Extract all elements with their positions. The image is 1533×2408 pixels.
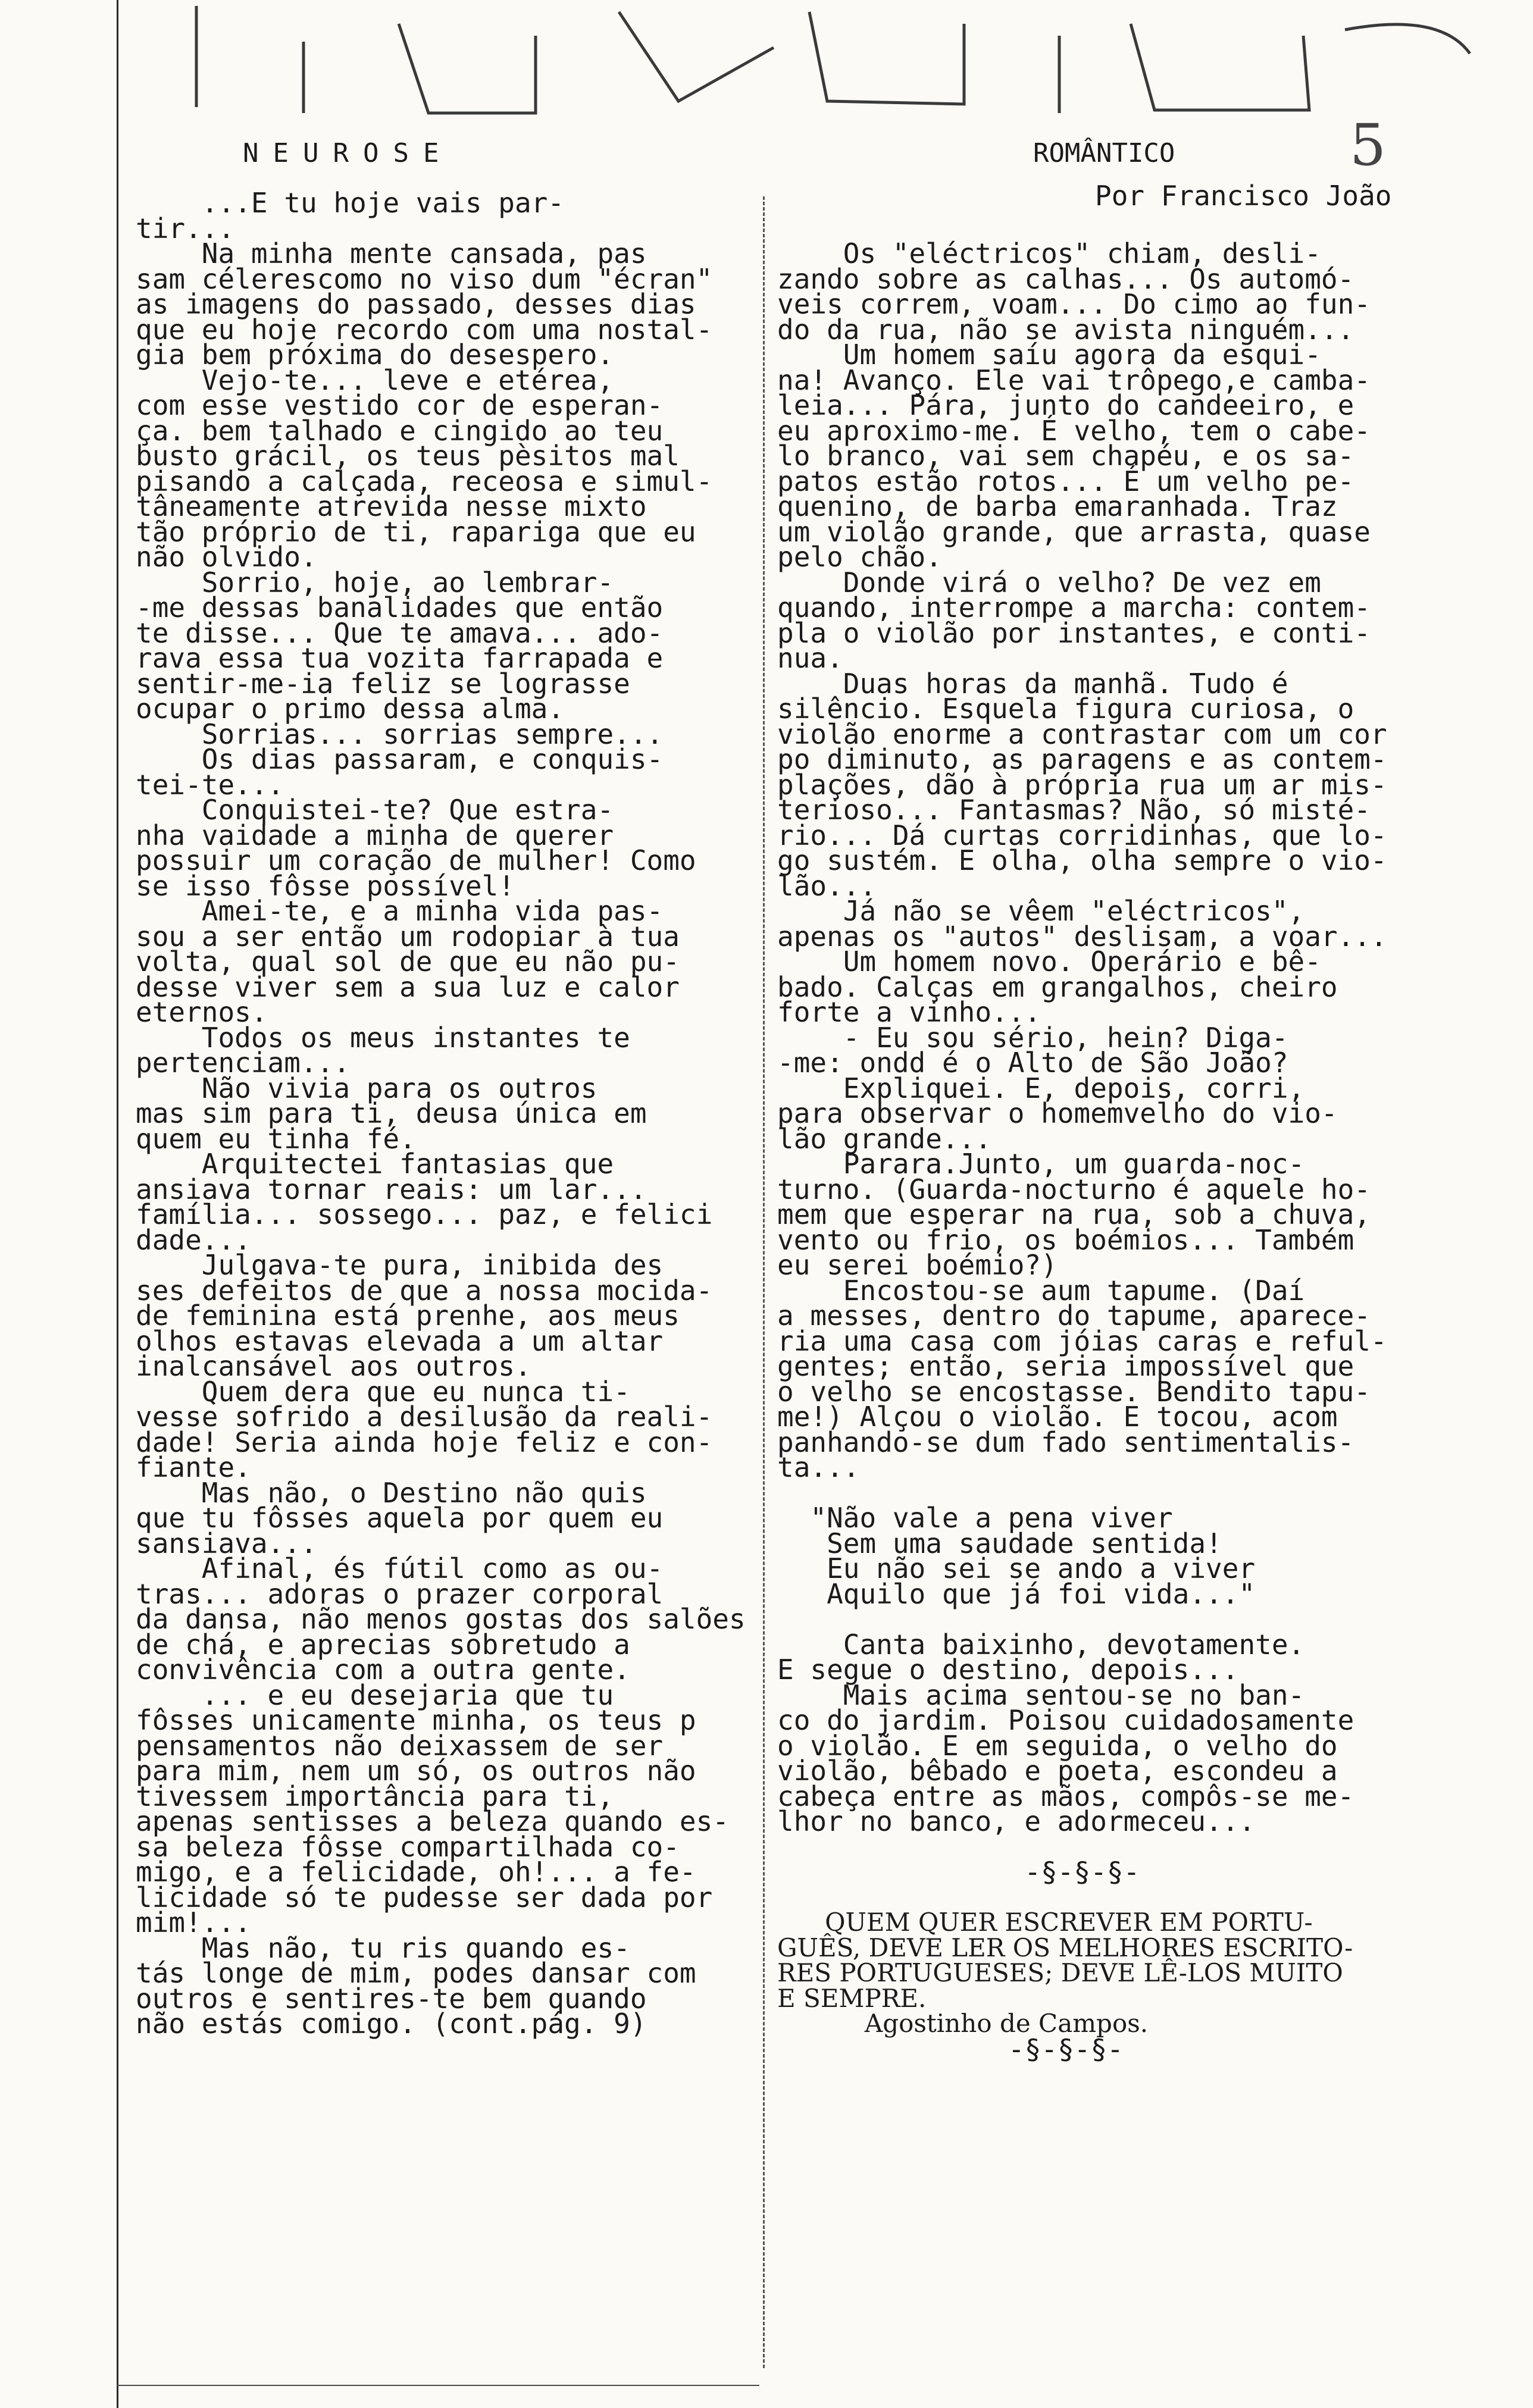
text-line: Os "eléctricos" chiam, desli- — [777, 237, 1321, 270]
text-line: gentes; então, seria impossível que — [777, 1350, 1354, 1382]
text-line: para mim, nem um só, os outros não — [136, 1755, 696, 1787]
text-line: ses defeitos de que a nossa mocida- — [136, 1274, 713, 1307]
text-line: Não vivia para os outros — [136, 1072, 597, 1104]
text-line: apenas os "autos" deslisam, a voar... — [777, 920, 1387, 953]
text-line: pla o violão por instantes, e conti- — [777, 616, 1371, 649]
text-line: Arquitectei fantasias que — [136, 1148, 614, 1180]
text-line: go sustém. E olha, olha sempre o vio- — [777, 844, 1387, 876]
closing-section-mark: -§-§-§- — [1008, 2033, 1124, 2065]
text-line: convivência com a outra gente. — [136, 1654, 630, 1686]
text-line: co do jardim. Poisou cuidadosamente — [777, 1704, 1354, 1736]
text-line: sou a ser então um rodopiar à tua — [136, 920, 680, 953]
text-line: Expliquei. E, depois, corri, — [777, 1072, 1305, 1104]
text-line: Canta baixinho, devotamente. — [777, 1628, 1305, 1661]
text-line: Todos os meus instantes te — [136, 1021, 630, 1054]
text-line: vento ou frio, os boémios... Também — [777, 1223, 1354, 1256]
text-line: tei-te... — [136, 768, 284, 801]
article-title-romantico: ROMÂNTICO — [1033, 138, 1175, 168]
text-line: Sem uma saudade sentida! — [777, 1527, 1222, 1560]
text-line: te disse... Que te amava... ado- — [136, 616, 664, 649]
page-number: 5 — [1350, 112, 1387, 179]
text-line: po diminuto, as paragens e as contem- — [777, 743, 1387, 775]
text-line: Mais acima sentou-se no ban- — [777, 1679, 1305, 1711]
text-line: busto grácil, os teus pèsitos mal — [136, 440, 680, 472]
text-line: -me: ondd é o Alto de São João? — [777, 1047, 1288, 1079]
text-line: leia... Pára, junto do candeeiro, e — [777, 389, 1354, 421]
text-line: tão próprio de ti, rapariga que eu — [136, 515, 696, 548]
text-line: Parara.Junto, um guarda-noc- — [777, 1148, 1305, 1180]
text-line: com esse vestido cor de esperan- — [136, 389, 664, 421]
text-line: lhor no banco, e adormeceu... — [777, 1805, 1256, 1837]
text-line: na! Avanço. Ele vai trôpego,e camba- — [777, 364, 1371, 396]
text-line: Mas não, o Destino não quis — [136, 1476, 647, 1509]
text-line: Eu não sei se ando a viver — [777, 1552, 1256, 1585]
text-line: migo, e a felicidade, oh!... a fe- — [136, 1856, 696, 1888]
text-line: desse viver sem a sua luz e calor — [136, 970, 680, 1003]
text-line: me!) Alçou o violão. E tocou, acom — [777, 1401, 1338, 1433]
text-line: volta, qual sol de que eu não pu- — [136, 945, 680, 978]
left-column-text — [136, 187, 766, 2040]
text-line: Os dias passaram, e conquis- — [136, 743, 664, 775]
text-line: veis correm, voam... Do cimo ao fun- — [777, 288, 1371, 320]
text-line: sansiava... — [136, 1527, 317, 1560]
text-line: pelo chão. — [777, 541, 942, 573]
text-line: dade! Seria ainda hoje feliz e con- — [136, 1426, 713, 1458]
text-line: ...E tu hoje vais par- — [136, 187, 565, 219]
text-line: de feminina está prenhe, aos meus — [136, 1299, 680, 1332]
quote-line: RES PORTUGUESES; DEVE LÊ-LOS MUITO — [777, 1958, 1343, 1987]
text-line: quenino, de barba emaranhada. Traz — [777, 490, 1338, 522]
text-line: mim!... — [136, 1906, 251, 1939]
text-line: não olvido. — [136, 541, 317, 573]
text-line: ansiava tornar reais: um lar... — [136, 1173, 647, 1205]
text-line: se isso fôsse possível! — [136, 869, 515, 902]
text-line: ria uma casa com jóias caras e reful- — [777, 1324, 1387, 1357]
text-line: o velho se encostasse. Bendito tapu- — [777, 1375, 1371, 1408]
text-line: eu serei boémio?) — [777, 1249, 1058, 1281]
quote-line: Agostinho de Campos. — [777, 2009, 1149, 2038]
text-line: Um homem saíu agora da esqui- — [777, 339, 1321, 371]
text-line: forte a vinho... — [777, 996, 1041, 1028]
quote-line: E SEMPRE. — [777, 1983, 927, 2013]
text-line: quem eu tinha fé. — [136, 1122, 416, 1155]
text-line: eu aproximo-me. É velho, tem o cabe- — [777, 414, 1371, 447]
text-line: violão enorme a contrastar com um cor — [777, 718, 1387, 750]
text-line: lão grande... — [777, 1122, 992, 1155]
text-line: pertenciam... — [136, 1047, 351, 1079]
text-line: Já não se vêem "eléctricos", — [777, 895, 1305, 927]
text-line: Um homem novo. Operário e bê- — [777, 945, 1321, 978]
text-line: zando sobre as calhas... Os automó- — [777, 262, 1354, 295]
article-byline: Por Francisco João — [1095, 180, 1392, 212]
text-line: - Eu sou sério, hein? Diga- — [777, 1021, 1288, 1054]
text-line: Julgava-te pura, inibida des — [136, 1249, 664, 1281]
text-line: Sorrio, hoje, ao lembrar- — [136, 566, 614, 599]
text-line: inalcansável aos outros. — [136, 1350, 531, 1382]
text-line: Duas horas da manhã. Tudo é — [777, 667, 1288, 700]
text-line: Conquistei-te? Que estra- — [136, 794, 614, 826]
text-line: para observar o homemvelho do vio- — [777, 1097, 1338, 1129]
cropped-masthead-fragment — [179, 0, 1488, 125]
text-line: bado. Calças em grangalhos, cheiro — [777, 970, 1338, 1003]
article-title-neurose: NEUROSE — [243, 138, 453, 168]
text-line: mas sim para ti, deusa única em — [136, 1097, 647, 1129]
text-line: silêncio. Esquela figura curiosa, o — [777, 693, 1354, 725]
text-line: Sorrias... sorrias sempre... — [136, 718, 664, 750]
text-line: turno. (Guarda-nocturno é aquele ho- — [777, 1173, 1371, 1205]
text-line: possuir um coração de mulher! Como — [136, 844, 696, 876]
quote-block — [777, 1910, 1420, 2037]
text-line: eternos. — [136, 996, 268, 1028]
text-line: família... sossego... paz, e felici — [136, 1198, 713, 1230]
text-line: outros e sentires-te bem quando — [136, 1982, 647, 2015]
text-line: rio... Dá curtas corridinhas, que lo- — [777, 819, 1387, 851]
text-line: ta... — [777, 1451, 860, 1483]
text-line: ... e eu desejaria que tu — [136, 1679, 614, 1711]
text-line: nha vaidade a minha de querer — [136, 819, 614, 851]
text-line: que eu hoje recordo com uma nostal- — [136, 313, 713, 346]
right-column-text — [777, 237, 1420, 2065]
page-bottom-rule — [117, 2385, 759, 2386]
text-line: quando, interrompe a marcha: contem- — [777, 591, 1371, 624]
text-line — [777, 1885, 1420, 1911]
text-line: lo branco, vai sem chapéu, e os sa- — [777, 440, 1354, 472]
text-line: tras... adoras o prazer corporal — [136, 1577, 664, 1610]
quote-line: GUÊS, DEVE LER OS MELHORES ESCRITO- — [777, 1933, 1353, 1962]
text-line: gia bem próxima do desespero. — [136, 339, 614, 371]
text-line: Mas não, tu ris quando es- — [136, 1931, 630, 1964]
text-line: dade... — [136, 1223, 251, 1256]
text-line: Quem dera que eu nunca ti- — [136, 1375, 630, 1408]
text-line: patos estão rotos... É um velho pe- — [777, 465, 1354, 497]
text-line: fiante. — [136, 1451, 251, 1483]
text-line: pensamentos não deixassem de ser — [136, 1729, 664, 1762]
text-line: sa beleza fôsse compartilhada co- — [136, 1830, 680, 1863]
text-line: da dansa, não menos gostas dos salões — [136, 1603, 746, 1635]
text-line: panhando-se dum fado sentimentalis- — [777, 1426, 1354, 1458]
text-line: ça. bem talhado e cingido ao teu — [136, 414, 664, 447]
text-line: -me dessas banalidades que então — [136, 591, 664, 624]
text-line: rava essa tua vozita farrapada e — [136, 642, 664, 674]
text-line: violão, bêbado e poeta, escondeu a — [777, 1755, 1338, 1787]
text-line: "Não vale a pena viver — [777, 1502, 1173, 1534]
text-line: lão... — [777, 869, 877, 902]
text-line: E segue o destino, depois... — [777, 1654, 1239, 1686]
text-line: o violão. E em seguida, o velho do — [777, 1729, 1338, 1762]
text-line: Afinal, és fútil como as ou- — [136, 1552, 664, 1585]
text-line: Donde virá o velho? De vez em — [777, 566, 1321, 599]
text-line: licidade só te pudesse ser dada por — [136, 1881, 713, 1914]
text-line: tivessem importância para ti, — [136, 1780, 614, 1812]
text-line: pisando a calçada, receosa e simul- — [136, 465, 713, 497]
text-line: do da rua, não se avista ninguém... — [777, 313, 1354, 346]
text-line: as imagens do passado, desses dias — [136, 288, 696, 320]
text-line: um violão grande, que arrasta, quase — [777, 515, 1371, 548]
text-line: de chá, e aprecias sobretudo a — [136, 1628, 630, 1661]
text-line: nua. — [777, 642, 843, 674]
text-line: cabeça entre as mãos, compôs-se me- — [777, 1780, 1354, 1812]
text-line: Na minha mente cansada, pas — [136, 237, 647, 270]
text-line: olhos estavas elevada a um altar — [136, 1324, 664, 1357]
text-line: plações, dão à própria rua um ar mis- — [777, 768, 1387, 801]
romantico-body — [777, 237, 1420, 1910]
text-line: tás longe de mim, podes dansar com — [136, 1957, 696, 1989]
text-line: vesse sofrido a desilusão da reali- — [136, 1401, 713, 1433]
text-line: tir... — [136, 212, 235, 245]
quote-line: QUEM QUER ESCREVER EM PORTU- — [777, 1908, 1313, 1937]
text-line: não estás comigo. (cont.pág. 9) — [136, 2008, 647, 2040]
text-line: tâneamente atrevida nesse mixto — [136, 490, 647, 522]
text-line: apenas sentisses a beleza quando es- — [136, 1805, 729, 1837]
text-line: fôsses unicamente minha, os teus p — [136, 1704, 696, 1736]
text-line: Encostou-se aum tapume. (Daí — [777, 1274, 1305, 1307]
text-line: -§-§-§- — [777, 1856, 1140, 1888]
page-left-edge — [117, 0, 118, 2408]
text-line: terioso... Fantasmas? Não, só misté- — [777, 794, 1371, 826]
text-line: a messes, dentro do tapume, aparece- — [777, 1299, 1371, 1332]
text-line: ocupar o primo dessa alma. — [136, 693, 565, 725]
text-line: sentir-me-ia feliz se lograsse — [136, 667, 630, 700]
text-line: que tu fôsses aquela por quem eu — [136, 1502, 664, 1534]
text-line: Vejo-te... leve e etérea, — [136, 364, 614, 396]
text-line: mem que esperar na rua, sob a chuva, — [777, 1198, 1371, 1230]
text-line: sam célerescomo no viso dum "écran" — [136, 262, 713, 295]
text-line: Aquilo que já foi vida..." — [777, 1577, 1256, 1610]
text-line: Amei-te, e a minha vida pas- — [136, 895, 664, 927]
